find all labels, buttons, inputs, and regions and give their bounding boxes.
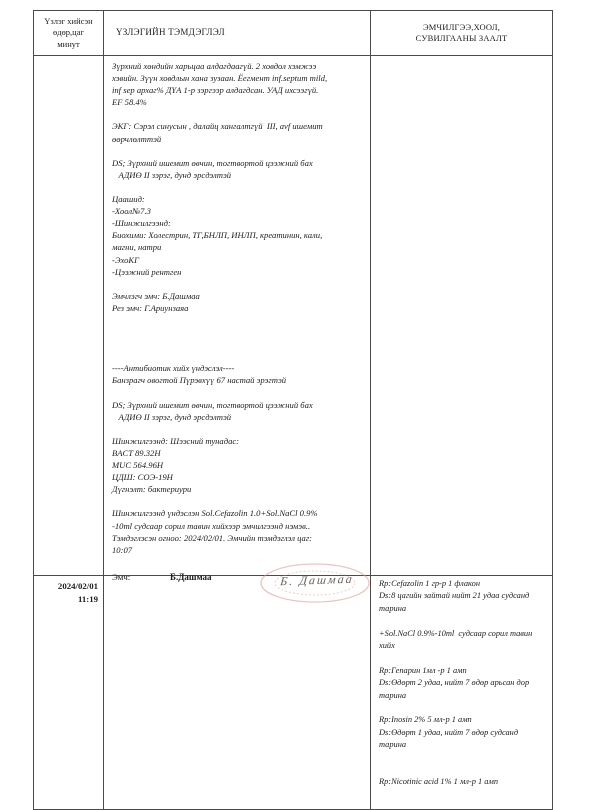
doctor-stamp (257, 560, 373, 606)
text-line: өдөр,цаг (52, 27, 84, 38)
text-line: Rp:Гепарин 1мл -р 1 амп (379, 665, 467, 675)
physician-name: Б.Дашмаа (170, 571, 212, 582)
text-line: Rp:Cefazolin 1 гр-р 1 флакон (379, 579, 480, 588)
text-line: DS; Зүрхний ишемит өвчин, тогтвортой цээжний бах (112, 399, 313, 410)
text-line: BACT 89.32H (112, 448, 161, 458)
text-line: -ЭхоКГ (112, 254, 139, 265)
text-line: минут (57, 38, 80, 49)
header-exam-notes (104, 11, 371, 56)
text-line (112, 388, 366, 400)
text-line: Эмчлэгч эмч: Б.Дашмаа (112, 290, 200, 301)
entry2-datetime-cell (34, 576, 104, 809)
text-line (112, 279, 366, 291)
text-line: Тэмдэглэсэн огноо: 2024/02/01. Эмчийн тэмдэглэл цаг: (112, 532, 313, 543)
text-line: inf sep архаг% ДҮА 1-р зэргээр алдагдсан. УАД ихсээгүй. (112, 85, 319, 96)
text-line: Зүрхний хөндийн харьцаа алдагдаагүй. 2 ховдол хэмжээ (112, 61, 317, 71)
text-line: АДИӨ II зэрэг, дунд эрсдэлтэй (112, 169, 232, 180)
entry1-datetime-cell (34, 56, 104, 576)
text-line: Шинжилгээнд: Шээсний тунадас: (112, 435, 240, 446)
text-line: Банзрагч овогтой Пүрэвхүү 67 настай эрэгтэй (112, 375, 287, 386)
text-line: ----Антибиотик хийх үндэслэл---- (112, 363, 235, 374)
text-line: ЦДШ: СОЭ-19Н (112, 472, 173, 483)
text-line (112, 315, 366, 327)
text-line (112, 351, 366, 363)
header-exam-notes-label: ҮЗЛЭГИЙН ТЭМДЭГЛЭЛ (116, 27, 225, 38)
header-exam-datetime (34, 11, 104, 56)
text-line: тарина (379, 603, 407, 613)
text-line: -Хоол№7.3 (112, 206, 151, 217)
text-line: Ds:Өдөрт 1 удаа, нийт 7 өдөр судсанд (379, 727, 519, 737)
text-line: -Цээжний рентген (112, 266, 182, 277)
text-line: өөрчлөлттэй (112, 133, 162, 144)
text-line: ЭКГ: Сэрэл синусын , далайц хангалтгүй III, avf ишемит (112, 121, 323, 132)
text-line: EF 58.4% (112, 97, 147, 108)
text-line (112, 424, 366, 436)
text-line: Rp:Nicotinic acid 1% 1 мл-р 1 амп (379, 777, 499, 787)
text-line: ЭМЧИЛГЭЭ,ХООЛ, (422, 21, 501, 32)
text-line: тарина (379, 690, 407, 700)
text-line: 10:07 (112, 544, 133, 555)
medical-record-table (33, 10, 553, 810)
exam-note-text (112, 61, 366, 557)
text-line (379, 703, 550, 715)
text-line: DS; Зүрхний ишемит өвчин, тогтвортой цээжний бах (112, 157, 313, 168)
text-line (112, 146, 366, 158)
text-line: -Шинжилгээнд: (112, 218, 171, 229)
text-line: Rp:Inosin 2% 5 мл-р 1 амп (379, 715, 472, 725)
handwritten-signature: Б. Дашмаа (279, 571, 355, 589)
text-line (379, 752, 550, 764)
text-line: Ds:8 цагийн зайтай нийт 21 удаа судсанд (379, 591, 530, 601)
text-line: АДИӨ II зэрэг, дунд эрсдэлтэй (112, 411, 232, 422)
entry1-order-cell (371, 56, 552, 576)
text-line (112, 496, 366, 508)
text-line: Биохими: Холестрин, ТГ,БНЛП, ИНЛП, креатинин, кали, (112, 230, 323, 241)
text-line (112, 327, 366, 339)
entry2-time: 11:19 (77, 594, 98, 604)
entry1-note-cell (104, 56, 371, 589)
entry2-note-cell (104, 576, 371, 809)
text-line: Рез эмч: Г.Ариунзаяа (112, 302, 189, 313)
text-line: хийх (379, 640, 395, 650)
physician-signature-line (112, 566, 366, 606)
entry2-order-cell (371, 576, 552, 809)
entry2-date: 2024/02/01 (57, 581, 98, 591)
text-line: хэвийн. Зүүн ховдлын хана зузаан. Ёегмент inf.septum mild, (112, 73, 328, 84)
text-line (379, 653, 550, 665)
text-line: Үзлэг хийсэн (44, 15, 93, 26)
text-line: СУВИЛГААНЫ ЗААЛТ (415, 33, 508, 43)
text-line: Шинжилгээнд үндэслэн Sol.Cefazolin 1.0+Sol.NaCl 0.9% (112, 508, 318, 519)
text-line: +Sol.NaCl 0.9%-10ml судсаар сорил тавин (379, 628, 533, 638)
physician-label: Эмч: (112, 571, 131, 582)
text-line: -10ml судсаар сорил тавин хийхээр эмчилгээнд нэмэв.. (112, 520, 311, 531)
header-treatment-orders (371, 11, 552, 56)
text-line (112, 109, 366, 121)
text-line: Ds:Өдөрт 2 удаа, нийт 7 өдөр арьсан дор (379, 678, 530, 688)
text-line: тарина (379, 740, 407, 750)
text-line (112, 182, 366, 194)
text-line: Дүгнэлт: бактериури (112, 484, 192, 495)
text-line (112, 339, 366, 351)
text-line (379, 616, 550, 628)
text-line: MUC 564.96H (112, 460, 164, 471)
text-line: Цаашид: (112, 194, 145, 205)
text-line (379, 765, 550, 777)
text-line: магни, натри (112, 242, 162, 253)
